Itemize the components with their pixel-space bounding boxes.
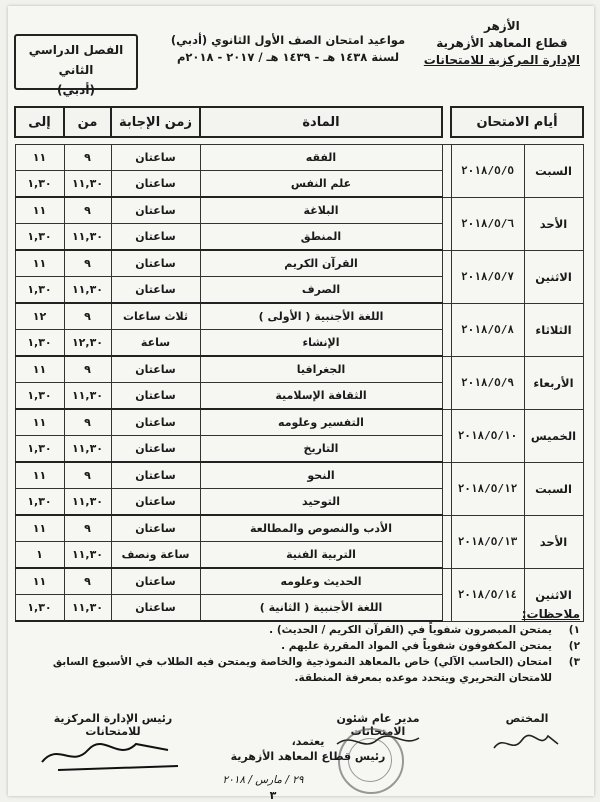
duration-cell: ساعتان (111, 224, 200, 251)
from-cell: ٩ (64, 462, 111, 489)
to-cell: ١,٣٠ (15, 171, 64, 198)
exam-date: ٢٠١٨/٥/١٤ (451, 568, 524, 621)
duration-cell: ساعتان (111, 171, 200, 198)
ratified-label: يعتمد، (291, 735, 325, 748)
duration-cell: ساعة (111, 330, 200, 357)
subject-cell: النحو (200, 462, 442, 489)
handwritten-signature-icon (492, 730, 562, 756)
subject-cell: الأدب والنصوص والمطالعة (200, 515, 442, 542)
header-to: إلى (15, 107, 64, 137)
subject-cell: الإنشاء (200, 330, 442, 357)
note-text: يمتحن المبصرون شفوياً في (القرآن الكريم / الحديث) . (269, 624, 552, 636)
to-cell: ١١ (15, 197, 64, 224)
schedule-table (14, 106, 584, 622)
subject-cell: المنطق (200, 224, 442, 251)
header-days: أيام الامتحان (451, 107, 583, 137)
subject-cell: الثقافة الإسلامية (200, 383, 442, 410)
specialist-signature (482, 712, 572, 725)
document-header (8, 12, 594, 97)
subject-cell: اللغة الأجنبية ( الأولى ) (200, 303, 442, 330)
table-row (15, 250, 583, 277)
to-cell: ١,٣٠ (15, 595, 64, 622)
org-line3: الإدارة المركزية للامتحانات (423, 53, 580, 67)
specialist-label: المختص (505, 712, 549, 725)
note-number: ١) (568, 624, 580, 636)
to-cell: ١,٣٠ (15, 277, 64, 304)
ratification-block (228, 734, 388, 764)
to-cell: ١٢ (15, 303, 64, 330)
org-block (424, 18, 580, 69)
exam-day: الثلاثاء (524, 303, 583, 356)
page-number: ٣ (269, 789, 277, 802)
note-text: يمتحن المكفوفون شفوياً في المواد المقررة عليهم . (281, 640, 552, 652)
subject-cell: اللغة الأجنبية ( الثانية ) (200, 595, 442, 622)
duration-cell: ساعتان (111, 515, 200, 542)
handwritten-signature-icon (38, 732, 188, 776)
duration-cell: ثلاث ساعات (111, 303, 200, 330)
to-cell: ١١ (15, 250, 64, 277)
from-cell: ٩ (64, 409, 111, 436)
notes-title: ملاحظات: (521, 607, 580, 621)
notes-section (20, 606, 580, 686)
to-cell: ١,٣٠ (15, 330, 64, 357)
from-cell: ٩ (64, 145, 111, 171)
subject-cell: البلاغة (200, 197, 442, 224)
org-line1: الأزهر (484, 19, 520, 33)
subject-cell: التاريخ (200, 436, 442, 463)
to-cell: ١,٣٠ (15, 224, 64, 251)
subject-cell: التربية الفنية (200, 542, 442, 569)
header-subject: المادة (200, 107, 442, 137)
note-number: ٢) (568, 640, 580, 652)
exam-day: الخميس (524, 409, 583, 462)
table-row (15, 409, 583, 436)
from-cell: ١١,٣٠ (64, 595, 111, 622)
exam-schedule-sheet (8, 6, 594, 802)
exam-day: السبت (524, 145, 583, 198)
duration-cell: ساعتان (111, 250, 200, 277)
exam-day: الاثنين (524, 568, 583, 621)
subject-cell: التوحيد (200, 489, 442, 516)
from-cell: ٩ (64, 250, 111, 277)
to-cell: ١١ (15, 515, 64, 542)
schedule-title (158, 32, 418, 66)
to-cell: ١١ (15, 462, 64, 489)
handwritten-date: ٢٩ / مارس / ٢٠١٨ (222, 774, 304, 786)
semester-line1: الفصل الدراسي الثاني (28, 43, 124, 77)
from-cell: ٩ (64, 197, 111, 224)
table-row (15, 145, 583, 171)
duration-cell: ساعتان (111, 197, 200, 224)
to-cell: ١١ (15, 145, 64, 171)
table-row (15, 462, 583, 489)
semester-line2: (أدبي) (57, 83, 95, 97)
exam-day: الأحد (524, 515, 583, 568)
from-cell: ١١,٣٠ (64, 542, 111, 569)
exam-date: ٢٠١٨/٥/١٢ (451, 462, 524, 515)
subject-cell: الصرف (200, 277, 442, 304)
from-cell: ٩ (64, 356, 111, 383)
director-label: مدير عام شئون الامتحانات (336, 712, 420, 738)
to-cell: ١ (15, 542, 64, 569)
table-row (15, 303, 583, 330)
to-cell: ١١ (15, 568, 64, 595)
from-cell: ٩ (64, 568, 111, 595)
header-from: من (64, 107, 111, 137)
duration-cell: ساعتان (111, 595, 200, 622)
head-central-signature (28, 712, 198, 738)
duration-cell: ساعتان (111, 489, 200, 516)
exam-date: ٢٠١٨/٥/١٣ (451, 515, 524, 568)
table-row (15, 197, 583, 224)
duration-cell: ساعتان (111, 356, 200, 383)
from-cell: ٩ (64, 303, 111, 330)
exam-date: ٢٠١٨/٥/١٠ (451, 409, 524, 462)
exam-date: ٢٠١٨/٥/٩ (451, 356, 524, 409)
to-cell: ١,٣٠ (15, 489, 64, 516)
duration-cell: ساعتان (111, 145, 200, 171)
from-cell: ١١,٣٠ (64, 489, 111, 516)
from-cell: ٩ (64, 515, 111, 542)
note-number: ٣) (568, 656, 580, 668)
note-item (20, 654, 580, 686)
subject-cell: القرآن الكريم (200, 250, 442, 277)
to-cell: ١,٣٠ (15, 383, 64, 410)
subject-cell: الحديث وعلومه (200, 568, 442, 595)
table-row (15, 568, 583, 595)
from-cell: ١١,٣٠ (64, 383, 111, 410)
header-duration: زمن الإجابة (111, 107, 200, 137)
table-row (15, 515, 583, 542)
subject-cell: التفسير وعلومه (200, 409, 442, 436)
exam-date: ٢٠١٨/٥/٧ (451, 250, 524, 303)
table-header-row (15, 107, 583, 137)
table-row (15, 356, 583, 383)
exam-day: الاثنين (524, 250, 583, 303)
exam-day: الأربعاء (524, 356, 583, 409)
exam-date: ٢٠١٨/٥/٥ (451, 145, 524, 198)
to-cell: ١١ (15, 356, 64, 383)
duration-cell: ساعتان (111, 409, 200, 436)
duration-cell: ساعتان (111, 277, 200, 304)
note-text: امتحان (الحاسب الآلي) خاص بالمعاهد النموذجية والخاصة ويمتحن فيه الطلاب في الأسبوع السابق للامتحان التحريري ويتحدد موعده بمعرفة المنطقة. (52, 656, 552, 684)
duration-cell: ساعتان (111, 568, 200, 595)
exam-date: ٢٠١٨/٥/٦ (451, 197, 524, 250)
from-cell: ١١,٣٠ (64, 171, 111, 198)
title-line2: لسنة ١٤٣٨ هـ - ١٤٣٩ هـ / ٢٠١٧ - ٢٠١٨م (176, 50, 400, 64)
note-item (20, 622, 580, 638)
exam-day: الأحد (524, 197, 583, 250)
subject-cell: الفقه (200, 145, 442, 171)
semester-box (14, 34, 138, 97)
duration-cell: ساعتان (111, 436, 200, 463)
title-line1: مواعيد امتحان الصف الأول الثانوي (أدبي) (170, 33, 406, 47)
subject-cell: علم النفس (200, 171, 442, 198)
org-line2: قطاع المعاهد الأزهرية (436, 36, 568, 50)
duration-cell: ساعة ونصف (111, 542, 200, 569)
to-cell: ١١ (15, 409, 64, 436)
exam-date: ٢٠١٨/٥/٨ (451, 303, 524, 356)
head-central-label: رئيس الإدارة المركزية للامتحانات (53, 712, 173, 738)
from-cell: ١١,٣٠ (64, 436, 111, 463)
duration-cell: ساعتان (111, 462, 200, 489)
duration-cell: ساعتان (111, 383, 200, 410)
from-cell: ١١,٣٠ (64, 224, 111, 251)
head-sector-label: رئيس قطاع المعاهد الأزهرية (230, 750, 386, 763)
from-cell: ١٢,٣٠ (64, 330, 111, 357)
note-item (20, 638, 580, 654)
exam-day: السبت (524, 462, 583, 515)
to-cell: ١,٣٠ (15, 436, 64, 463)
subject-cell: الجغرافيا (200, 356, 442, 383)
from-cell: ١١,٣٠ (64, 277, 111, 304)
